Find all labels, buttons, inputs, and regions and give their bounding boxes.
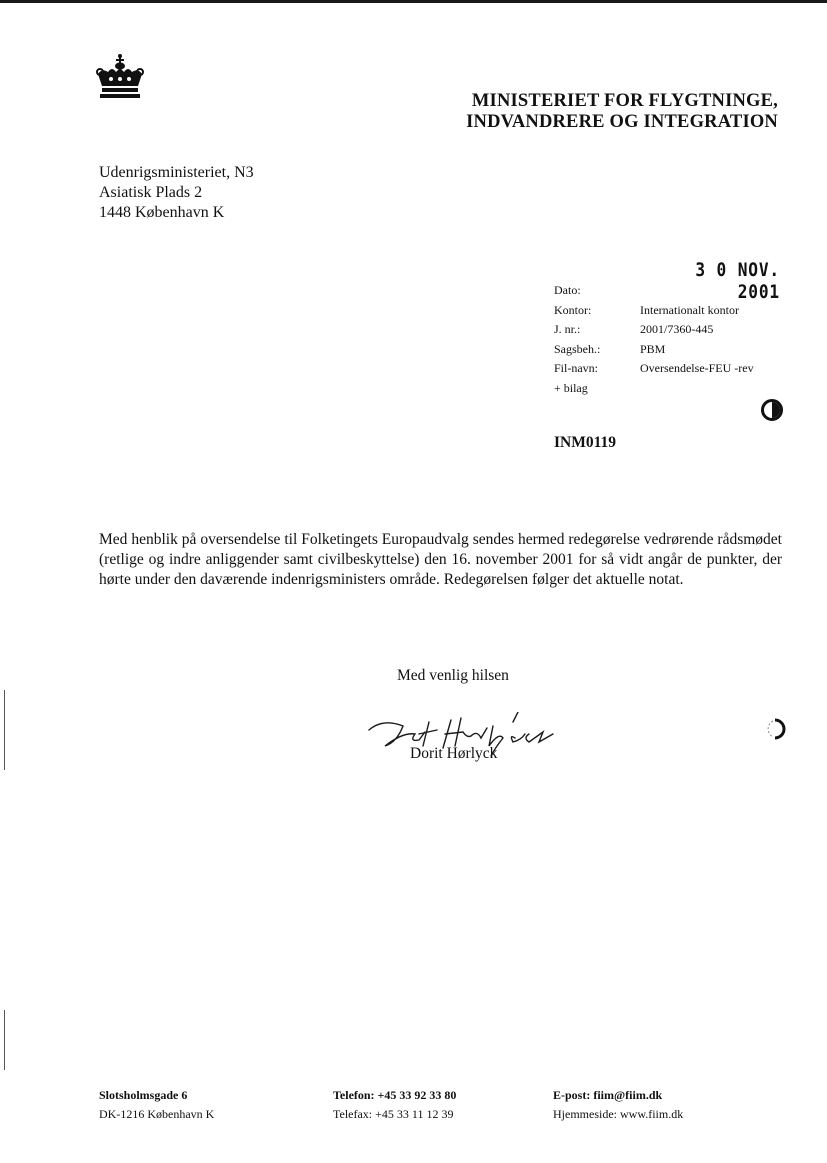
closing-phrase: Med venlig hilsen <box>397 667 509 684</box>
scan-margin-mark <box>4 690 5 770</box>
recipient-line-3: 1448 København K <box>99 204 225 221</box>
footer-address <box>99 1086 214 1124</box>
meta-key: Sagsbeh.: <box>554 341 601 356</box>
ministry-line-1: MINISTERIET FOR FLYGTNINGE, <box>471 91 778 111</box>
letter-body: Med henblik på oversendelse til Folketingets Europaudvalg sendes hermed redegørelse vedrørende rådsmødet (retlige og indre anliggender samt civilbeskyttelse) den 16. november 2001 for så vidt angår de punkter, der hørte under den daværende indenrigsministers område. Redegørelsen følger det aktuelle notat. <box>99 531 782 588</box>
footer-telephone: Telefon: +45 33 92 33 80 <box>333 1088 457 1102</box>
footer-contact <box>553 1086 683 1124</box>
footer-city: DK-1216 København K <box>99 1107 215 1121</box>
date-stamp: 3 0 NOV. 2001 <box>695 259 780 303</box>
meta-row-filename <box>554 359 754 379</box>
meta-key: + bilag <box>554 380 588 395</box>
reference-code: INM0119 <box>554 434 616 451</box>
footer-email: E-post: fiim@fiim.dk <box>553 1088 663 1102</box>
crown-logo-icon <box>94 52 146 100</box>
ministry-name <box>400 91 778 133</box>
recipient-address <box>99 163 254 223</box>
meta-row-office <box>554 301 754 321</box>
footer-telefax: Telefax: +45 33 11 12 39 <box>333 1107 454 1121</box>
meta-value: Internationalt kontor <box>640 302 739 317</box>
footer-website: Hjemmeside: www.fiim.dk <box>553 1107 684 1121</box>
ministry-line-2: INDVANDRERE OG INTEGRATION <box>466 112 778 132</box>
binder-hole-icon <box>761 399 783 421</box>
meta-row-handler <box>554 340 754 360</box>
case-metadata <box>554 281 754 398</box>
meta-row-attachment <box>554 379 754 399</box>
meta-key: Dato: <box>554 283 581 297</box>
meta-key: Kontor: <box>554 302 592 317</box>
meta-value: 2001/7360-445 <box>640 322 714 336</box>
meta-row-journal <box>554 320 754 340</box>
footer-phone <box>333 1086 456 1124</box>
meta-row-date <box>554 281 754 301</box>
meta-value: PBM <box>640 341 666 356</box>
footer-street: Slotsholmsgade 6 <box>99 1088 188 1102</box>
scan-top-edge <box>0 0 827 3</box>
binder-hole-icon <box>764 718 786 740</box>
scan-margin-mark <box>4 1010 5 1070</box>
signer-name: Dorit Hørlyck <box>410 745 498 762</box>
meta-value: Oversendelse-FEU -rev <box>640 361 754 375</box>
meta-key: J. nr.: <box>554 322 581 336</box>
meta-key: Fil-navn: <box>554 361 598 375</box>
recipient-line-2: Asiatisk Plads 2 <box>99 184 203 201</box>
recipient-line-1: Udenrigsministeriet, N3 <box>99 164 254 181</box>
